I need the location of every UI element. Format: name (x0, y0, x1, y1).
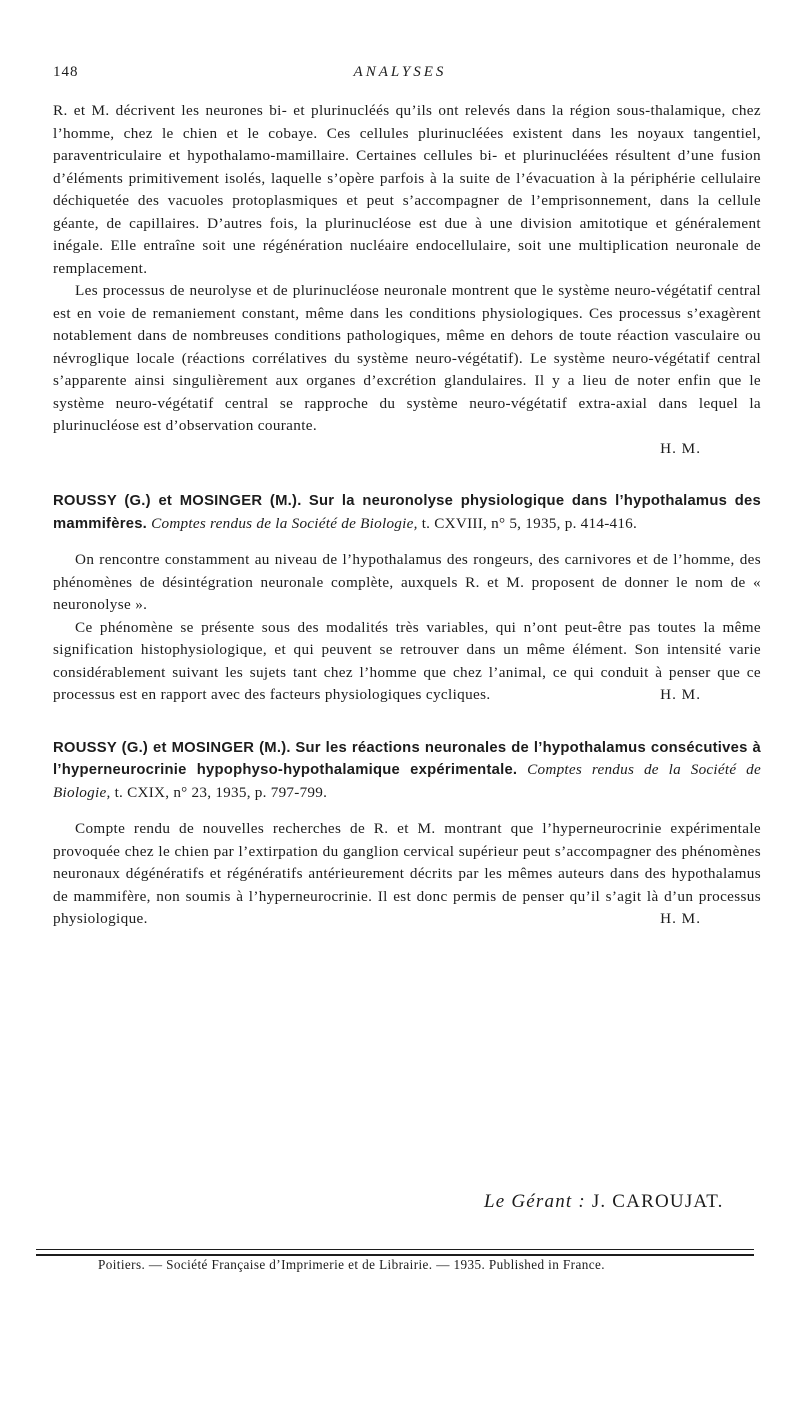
gerant-label: Le Gérant : (484, 1191, 586, 1212)
paragraph: R. et M. décrivent les neurones bi- et plurinucléés qu’ils ont relevés dans la région sous-thalamique, chez l’homme, chez le chien et le cobaye. Ces cellules plurinucléées existent dans les noyaux tangentiel, paraventriculaire et hypothalamo-mamillaire. Certaines cellules bi- et plurinucléées résultent d’une fusion d’éléments primitivement isolés, laquelle s’opère parfois à la suite de l’évacuation à la périphérie cellulaire déchiquetée des vacuoles protoplasmiques et peut s’accompagner de l’emprisonnement, dans la cellule géante, de capillaires. D’autres fois, la plurinucléose est due à une division amitotique et généralement inégale. Elle entraîne soit une régénération nucléaire endocellulaire, soit une multiplication neuronale de remplacement. (53, 102, 761, 277)
reference-title: Sur les réactions neuronales de l’hypothalamus consécutives à l’hyperneurocrinie hypophyso-hypothalamique expérimentale. (53, 739, 761, 778)
paragraph-text: Compte rendu de nouvelles recherches de R. et M. montrant que l’hyperneurocrinie expérimentale provoquée chez le chien par l’extirpation du ganglion cervical supérieur peut s’accompagner des phénomènes neuronaux dégénératifs et régénératifs antérieurement décrits par les mêmes auteurs dans des hypothalamus de mammifère, non soumis à l’hyperneurocrinie. Il est donc permis de penser qu’il s’agit là d’un processus physiologique. (53, 820, 761, 927)
publisher-manager (484, 1191, 724, 1213)
printer-imprint: Poitiers. — Société Française d’Imprimerie et de Librairie. — 1935. Published in France. (98, 1257, 605, 1272)
reference-authors: ROUSSY (G.) et MOSINGER (M.). (53, 739, 291, 756)
paragraph (53, 617, 761, 707)
reference-title: Sur la neuronolyse physiologique dans l’hypothalamus des mammifères. (53, 493, 761, 532)
paragraph-text: Ce phénomène se présente sous des modalités très variables, qui n’ont peut-être pas toutes la même signification histophysiologique, et qui peuvent se retrouver dans un même élément. Son intensité varie considérablement suivant les sujets tant chez l’homme que chez l’animal, ce qui conduit à penser que ce processus est en rapport avec des facteurs physiologiques cycliques. (53, 618, 761, 703)
section-3 (53, 737, 761, 931)
reference-authors: ROUSSY (G.) et MOSINGER (M.). (53, 493, 302, 509)
running-title: ANALYSES (353, 64, 447, 80)
paragraph: Les processus de neurolyse et de plurinucléose neuronale montrent que le système neuro-végétatif central est en voie de remaniement constant, même dans les conditions physiologiques. Ces processus s’exagèrent notablement dans de nombreuses conditions pathologiques, même en dehors de toute réaction vasculaire ou névroglique locale (réactions corrélatives du système neuro-végétatif). Le système neuro-végétatif central s’apparente ainsi singulièrement aux organes d’excrétion glandulaires. Il y a lieu de noter enfin que le système neuro-végétatif central se rapproche du système neuro-végétatif extra-axial dans lequel la plurinucléose est d’observation courante. (53, 282, 761, 434)
signature: H. M. (660, 439, 701, 457)
reference-citation: t. CXVIII, n° 5, 1935, p. 414-416. (421, 514, 638, 532)
reference-citation: t. CXIX, n° 23, 1935, p. 797-799. (114, 783, 328, 801)
signature: H. M. (660, 686, 701, 703)
signature: H. M. (660, 910, 701, 927)
footer-rule (36, 1249, 754, 1250)
reference-journal: Comptes rendus de la Société de Biologie, (151, 514, 418, 532)
page-content (53, 100, 761, 931)
reference-heading (53, 490, 761, 535)
running-head (53, 64, 747, 88)
section-1 (53, 100, 761, 460)
paragraph (53, 818, 761, 931)
reference-journal: Comptes rendus de la Société de Biologie, (53, 761, 761, 801)
gerant-name: J. CAROUJAT. (591, 1191, 724, 1212)
page-number: 148 (53, 64, 79, 80)
paragraph: On rencontre constamment au niveau de l’hypothalamus des rongeurs, des carnivores et de l’homme, des phénomènes de désintégration neuronale complète, auxquels R. et M. proposent de donner le nom de « neuronolyse ». (53, 551, 761, 613)
reference-heading (53, 737, 761, 805)
section-2 (53, 490, 761, 707)
footer-rule-thick (36, 1254, 754, 1256)
